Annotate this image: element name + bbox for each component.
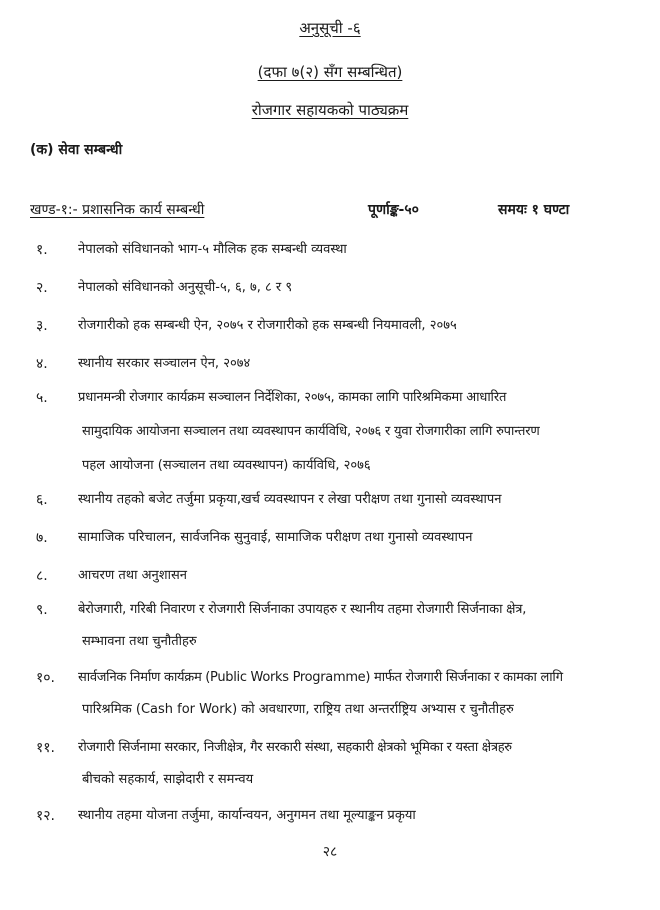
document-title-text: रोजगार सहायकको पाठ्यक्रम — [251, 101, 409, 119]
item-number: ८. — [36, 568, 48, 584]
item-number: ९. — [36, 602, 48, 618]
item-number: ५. — [36, 390, 48, 406]
reference-heading-text: (दफा ७(२) सँग सम्बन्धित) — [257, 63, 403, 81]
section-heading: (क) सेवा सम्बन्धी — [30, 142, 123, 158]
schedule-heading — [0, 18, 660, 38]
item-text: आचरण तथा अनुशासन — [78, 568, 187, 583]
item-text-continuation: पहल आयोजना (सञ्चालन तथा व्यवस्थापन) कार्यविधि, २०७६ — [82, 458, 371, 473]
document-title — [0, 100, 660, 120]
part-title: खण्ड-१:- प्रशासनिक कार्य सम्बन्धी — [30, 202, 205, 218]
item-number: ४. — [36, 356, 48, 372]
item-text: स्थानीय तहको बजेट तर्जुमा प्रकृया,खर्च व्यवस्थापन र लेखा परीक्षण तथा गुनासो व्यवस्थापन — [78, 492, 502, 507]
item-number: ६. — [36, 492, 48, 508]
item-number: १. — [36, 242, 48, 258]
item-text: रोजगारीको हक सम्बन्धी ऐन, २०७५ र रोजगारीको हक सम्बन्धी नियमावली, २०७५ — [78, 318, 457, 333]
item-number: १०. — [36, 670, 56, 686]
reference-heading — [0, 62, 660, 82]
item-text: सामाजिक परिचालन, सार्वजनिक सुनुवाई, सामाजिक परीक्षण तथा गुनासो व्यवस्थापन — [78, 530, 473, 545]
schedule-heading-text: अनुसूची -६ — [299, 19, 361, 37]
item-number: ११. — [36, 740, 56, 756]
page-number: २८ — [322, 844, 338, 860]
item-text-continuation: सम्भावना तथा चुनौतीहरु — [82, 634, 197, 649]
item-text: स्थानीय सरकार सञ्चालन ऐन, २०७४ — [78, 356, 251, 371]
item-text-continuation: सामुदायिक आयोजना सञ्चालन तथा व्यवस्थापन कार्यविधि, २०७६ र युवा रोजगारीका लागि रुपान्तरण — [82, 424, 540, 439]
full-marks: पूर्णाङ्क-५० — [368, 202, 419, 218]
item-text: सार्वजनिक निर्माण कार्यक्रम (Public Works Programme) मार्फत रोजगारी सिर्जनाका र कामका लागि — [78, 670, 563, 685]
item-number: १२. — [36, 808, 56, 824]
item-text: बेरोजगारी, गरिबी निवारण र रोजगारी सिर्जनाका उपायहरु र स्थानीय तहमा रोजगारी सिर्जनाका क्षेत्र, — [78, 602, 527, 617]
item-number: ७. — [36, 530, 48, 546]
item-number: २. — [36, 280, 48, 296]
item-text: रोजगारी सिर्जनामा सरकार, निजीक्षेत्र, गैर सरकारी संस्था, सहकारी क्षेत्रको भूमिका र यस्ता क्षेत्रहरु — [78, 740, 512, 755]
time-allowed: समयः १ घण्टा — [498, 202, 570, 218]
item-text: नेपालको संविधानको अनुसूची-५, ६, ७, ८ र ९ — [78, 280, 293, 295]
item-text: स्थानीय तहमा योजना तर्जुमा, कार्यान्वयन, अनुगमन तथा मूल्याङ्कन प्रकृया — [78, 808, 416, 823]
item-number: ३. — [36, 318, 48, 334]
item-text: नेपालको संविधानको भाग-५ मौलिक हक सम्बन्धी व्यवस्था — [78, 242, 347, 257]
item-text-continuation: पारिश्रमिक (Cash for Work) को अवधारणा, राष्ट्रिय तथा अन्तर्राष्ट्रिय अभ्यास र चुनौतीहरु — [82, 702, 514, 717]
item-text-continuation: बीचको सहकार्य, साझेदारी र समन्वय — [82, 772, 254, 787]
item-text: प्रधानमन्त्री रोजगार कार्यक्रम सञ्चालन निर्देशिका, २०७५, कामका लागि पारिश्रमिकमा आधारित — [78, 390, 507, 405]
